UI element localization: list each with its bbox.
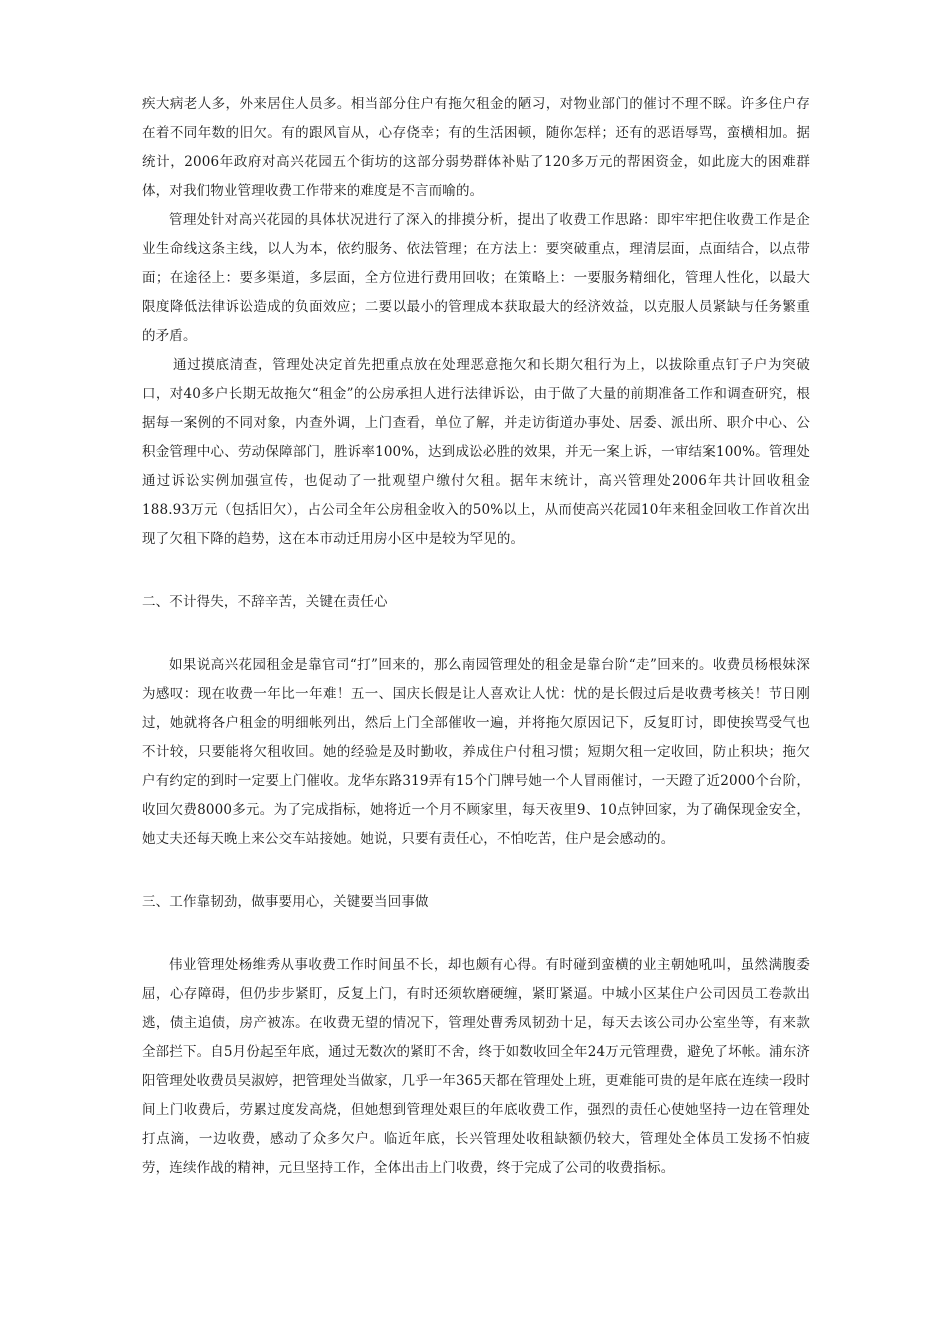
spacer (142, 917, 810, 951)
section-2-heading: 二、不计得失，不辞辛苦，关键在责任心 (142, 594, 388, 610)
spacer (142, 617, 810, 651)
section-3-paragraph: 伟业管理处杨维秀从事收费工作时间虽不长，却也颇有心得。有时碰到蛮横的业主朝她吼叫，虽然满腹委屈，心存障碍，但仍步步紧盯，反复上门，有时还须软磨硬缠，紧盯紧逼。中城小区某住户公司因员工卷款出逃，债主追债，房产被冻。在收费无望的情况下，管理处曹秀凤韧劲十足，每天去该公司办公室坐等，有来款全部拦下。自5月份起至年底，通过无数次的紧盯不舍，终于如数收回全年24万元管理费，避免了坏帐。浦东济阳管理处收费员吴淑婷，把管理处当做家，几乎一年365天都在管理处上班，更难能可贵的是年底在连续一段时间上门收费后，劳累过度发高烧，但她想到管理处艰巨的年底收费工作，强烈的责任心使她坚持一边在管理处打点滴，一边收费，感动了众多欠户。临近年底，长兴管理处收租缺额仍较大，管理处全体员工发扬不怕疲劳，连续作战的精神，元旦坚持工作，全体出击上门收费，终于完成了公司的收费指标。 (142, 957, 810, 1176)
spacer (142, 854, 810, 888)
paragraph-3: 通过摸底清查，管理处决定首先把重点放在处理恶意拖欠和长期欠租行为上，以拔除重点钉子户为突破口，对40多户长期无故拖欠“租金”的公房承担人进行法律诉讼，由于做了大量的前期准备工作和调查研究，根据每一案例的不同对象，内查外调，上门查看，单位了解，并走访街道办事处、居委、派出所、职介中心、公积金管理中心、劳动保障部门，胜诉率100%，达到成讼必胜的效果，并无一案上诉，一审结案100%。管理处通过诉讼实例加强宣传，也促动了一批观望户缴付欠租。据年末统计，高兴管理处2006年共计回收租金188.93万元（包括旧欠），占公司全年公房租金收入的50%以上，从而使高兴花园10年来租金回收工作首次出现了欠租下降的趋势，这在本市动迁用房小区中是较为罕见的。 (142, 357, 810, 547)
spacer (142, 554, 810, 588)
paragraph-2: 管理处针对高兴花园的具体状况进行了深入的排摸分析，提出了收费工作思路：即牢牢把住收费工作是企业生命线这条主线，以人为本，依约服务、依法管理；在方法上：要突破重点，理清层面，点面结合，以点带面；在途径上：要多渠道，多层面，全方位进行费用回收；在策略上：一要服务精细化，管理人性化，以最大限度降低法律诉讼造成的负面效应；二要以最小的管理成本获取最大的经济效益，以克服人员紧缺与任务繁重的矛盾。 (142, 212, 810, 344)
document-page (142, 90, 810, 1183)
paragraph-1: 疾大病老人多，外来居住人员多。相当部分住户有拖欠租金的陋习，对物业部门的催讨不理不睬。许多住户存在着不同年数的旧欠。有的跟风盲从，心存侥幸；有的生活困顿，随你怎样；还有的恶语辱骂，蛮横相加。据统计，2006年政府对高兴花园五个街坊的这部分弱势群体补贴了120多万元的帮困资金，如此庞大的困难群体，对我们物业管理收费工作带来的难度是不言而喻的。 (142, 96, 810, 199)
section-3-heading: 三、工作靠韧劲，做事要用心，关键要当回事做 (142, 894, 429, 910)
section-2-paragraph: 如果说高兴花园租金是靠官司“打”回来的，那么南园管理处的租金是靠台阶“走”回来的。收费员杨根妹深为感叹：现在收费一年比一年难！五一、国庆长假是让人喜欢让人忧：忧的是长假过后是收费考核关！节日刚过，她就将各户租金的明细帐列出，然后上门全部催收一遍，并将拖欠原因记下，反复盯讨，即使挨骂受气也不计较，只要能将欠租收回。她的经验是及时勤收，养成住户付租习惯；短期欠租一定收回，防止积块；拖欠户有约定的到时一定要上门催收。龙华东路319弄有15个门牌号她一个人冒雨催讨，一天蹬了近2000个台阶，收回欠费8000多元。为了完成指标，她将近一个月不顾家里，每天夜里9、10点钟回家，为了确保现金安全，她丈夫还每天晚上来公交车站接她。她说，只要有责任心，不怕吃苦，住户是会感动的。 (142, 657, 810, 847)
